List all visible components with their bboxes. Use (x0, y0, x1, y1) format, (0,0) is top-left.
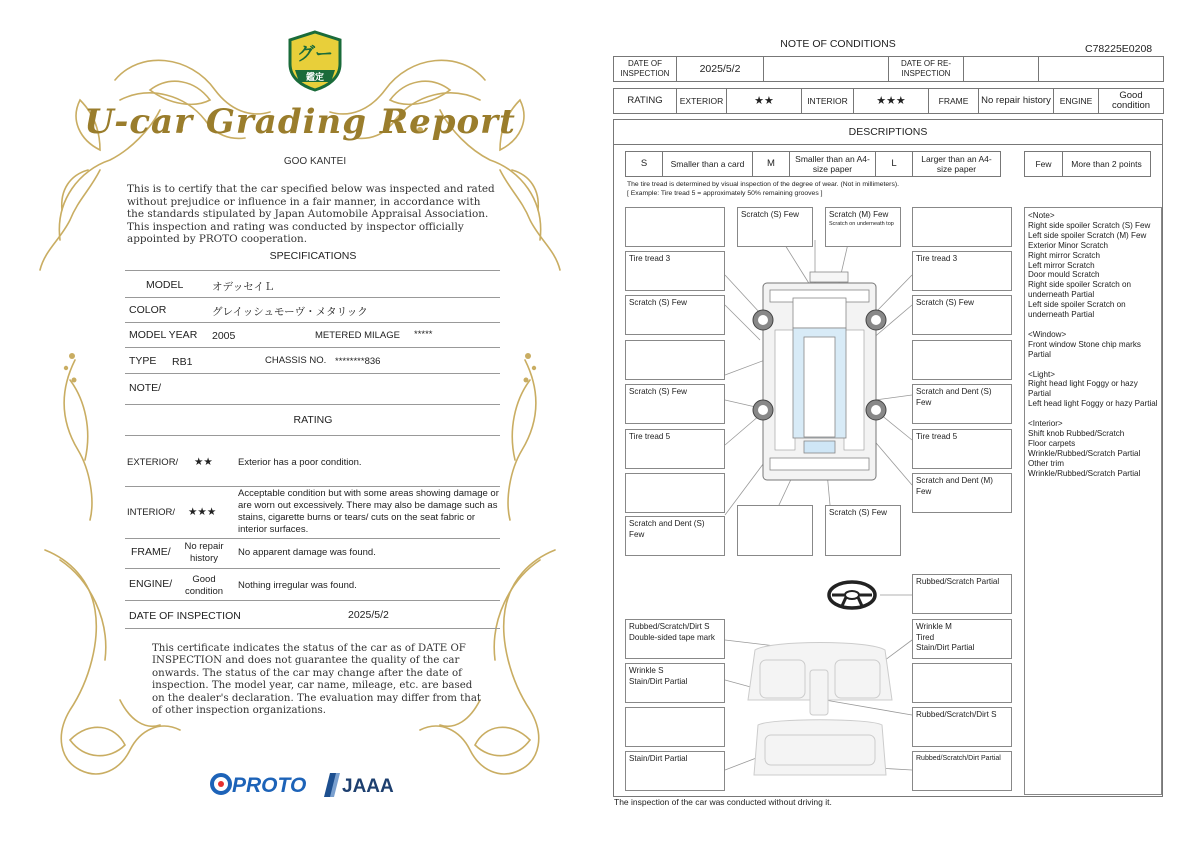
goo-kantei-badge-logo (286, 30, 344, 92)
inspection-disclaimer: The inspection of the car was conducted without driving it. (614, 797, 832, 807)
certificate-title: U-car Grading Report (84, 102, 516, 142)
interior-box-rear-right: Rubbed/Scratch/Dirt Partial (912, 751, 1012, 791)
tire-note-example: [ Example: Tire tread 5 = approximately 50% remaining grooves ] (627, 190, 823, 197)
damage-box-front-left: Scratch (S) Few (737, 207, 813, 247)
engine-description: Nothing irregular was found. (238, 580, 357, 591)
divider (125, 628, 500, 629)
divider (125, 538, 500, 539)
note-panel-line: Shift knob Rubbed/Scratch (1028, 428, 1125, 438)
divider (125, 373, 500, 374)
interior-description: Acceptable condition but with some areas showing damage or are worn out excessively. There may also be damage such as stains, cigarette burns or tears/ cuts on the seat fabric or interior surfaces. (238, 488, 499, 535)
date-inspection-value: 2025/5/2 (677, 57, 764, 82)
rating-label: RATING (614, 89, 677, 114)
jaaa-logo (324, 773, 394, 797)
chassis-value: ********836 (335, 356, 381, 367)
damage-box (625, 207, 725, 247)
tire-box-rear-right: Tire tread 5 (912, 429, 1012, 469)
logos-row (208, 769, 408, 799)
damage-box (912, 340, 1012, 380)
note-panel-line: Left side spoiler Scratch on underneath Partial (1028, 300, 1126, 320)
note-label: NOTE/ (129, 382, 162, 394)
damage-box-right-middle: Scratch and Dent (S) Few (912, 384, 1012, 424)
inspection-dates-table (613, 56, 1164, 82)
frame-value: No repair history (979, 89, 1054, 114)
model-label: MODEL (146, 279, 184, 291)
note-panel-line: Left mirror Scratch (1028, 260, 1095, 270)
interior-label: INTERIOR/ (127, 507, 176, 518)
date-inspection-label: DATE OF INSPECTION (614, 57, 677, 82)
divider (125, 322, 500, 323)
few-legend-table (1024, 151, 1151, 177)
damage-box-rear: Scratch (S) Few (825, 505, 901, 556)
interior-box (625, 707, 725, 747)
divider (125, 347, 500, 348)
damage-box-text: Scratch (M) Few (829, 210, 889, 219)
note-panel-line: Floor carpets (1028, 438, 1076, 448)
tire-tread-note (627, 180, 899, 198)
note-panel-line: <Light> (1028, 369, 1056, 379)
legend-m: M (753, 152, 790, 177)
tire-box-front-left: Tire tread 3 (625, 251, 725, 291)
note-panel-line: Right side spoiler Scratch on underneath Partial (1028, 280, 1132, 300)
note-panel-line: Left side spoiler Scratch (M) Few (1028, 230, 1147, 240)
damage-box-front-right (825, 207, 901, 247)
interior-box-console: Rubbed/Scratch/Dirt S (912, 707, 1012, 747)
type-label: TYPE (129, 355, 157, 367)
interior-box-rear-left: Stain/Dirt Partial (625, 751, 725, 791)
svg-text:グー: グー (297, 44, 333, 65)
damage-box (737, 505, 813, 556)
frame-label: FRAME/ (131, 546, 171, 558)
certificate-footer: This certificate indicates the status of the car as of DATE OF INSPECTION and does not guarantee the quality of the car onwards. The status of the car may change after the date of inspection. The model year, car name, mileage, etc. are based on the dealer's declaration. The evaluation may differ from that of other inspection organizations. (152, 643, 481, 717)
note-panel-line: Front window Stone chip marks Partial (1028, 339, 1141, 359)
frame-value: No repair history (184, 541, 224, 564)
note-panel-line: Exterior Minor Scratch (1028, 240, 1109, 250)
legend-l: L (876, 152, 913, 177)
damage-box-left-rear: Scratch and Dent (S) Few (625, 516, 725, 556)
date-reinspection-label: DATE OF RE-INSPECTION (889, 57, 964, 82)
legend-s: S (626, 152, 663, 177)
note-panel-line (1028, 320, 1158, 330)
blank-cell (1039, 57, 1164, 82)
model-value: オデッセイＬ (212, 281, 275, 293)
damage-box (912, 207, 1012, 247)
metered-milage-label: METERED MILAGE (315, 330, 400, 341)
damage-box-subtext: Scratch on underneath top (829, 220, 894, 227)
note-panel-line: <Note> (1028, 211, 1055, 220)
engine-value: Good condition (1099, 89, 1164, 114)
interior-box-line: Wrinkle M (916, 622, 952, 631)
model-year-value: 2005 (212, 330, 236, 342)
note-panel-line: Right mirror Scratch (1028, 250, 1100, 260)
damage-box-left-front: Scratch (S) Few (625, 295, 725, 335)
engine-value: Good condition (184, 574, 224, 597)
note-panel-line (1028, 409, 1158, 419)
proto-logo (212, 774, 306, 797)
date-of-inspection-value: 2025/5/2 (348, 609, 389, 621)
note-panel-line: Wrinkle/Rubbed/Scratch Partial (1028, 448, 1141, 458)
interior-label: INTERIOR (802, 89, 854, 114)
damage-box-left-middle: Scratch (S) Few (625, 384, 725, 424)
engine-label: ENGINE (1054, 89, 1099, 114)
svg-text:鑑定: 鑑定 (305, 73, 325, 83)
note-panel-line: Door mould Scratch (1028, 270, 1100, 280)
note-panel-line: Other trim (1028, 458, 1064, 468)
exterior-stars: ★★ (194, 456, 213, 468)
damage-box (625, 473, 725, 513)
damage-box-right-front: Scratch (S) Few (912, 295, 1012, 335)
frame-label: FRAME (929, 89, 979, 114)
note-panel-line: Right side spoiler Scratch (S) Few (1028, 220, 1151, 230)
blank-cell (764, 57, 889, 82)
note-panel-line (1028, 360, 1158, 370)
note-panel-line: Left head light Foggy or hazy Partial (1028, 399, 1158, 409)
notes-panel (1024, 207, 1162, 795)
legend-few: Few (1025, 152, 1063, 177)
rating-table (613, 88, 1164, 114)
exterior-value: ★★ (727, 89, 802, 114)
color-value: グレイッシュモーヴ・メタリック (212, 306, 368, 318)
metered-milage-value: ***** (414, 329, 433, 340)
size-legend-table (625, 151, 1001, 177)
divider (125, 600, 500, 601)
note-panel-line: Wrinkle/Rubbed/Scratch Partial (1028, 468, 1141, 478)
interior-box-line: Wrinkle S (629, 666, 664, 675)
exterior-label: EXTERIOR (677, 89, 727, 114)
note-of-conditions (600, 0, 1200, 848)
chassis-label: CHASSIS NO. (265, 355, 327, 366)
type-value: RB1 (172, 356, 193, 368)
legend-l-desc: Larger than an A4-size paper (913, 152, 1001, 177)
divider (125, 486, 500, 487)
interior-stars: ★★★ (188, 506, 217, 518)
rating-heading: RATING (293, 414, 333, 426)
report-code: C78225E0208 (1085, 43, 1153, 55)
divider (125, 435, 500, 436)
legend-s-desc: Smaller than a card (663, 152, 753, 177)
interior-box-line: Stain/Dirt Partial (916, 643, 975, 652)
descriptions-heading: DESCRIPTIONS (613, 119, 1163, 145)
svg-text:JAAA: JAAA (342, 776, 394, 797)
damage-box-right-rear: Scratch and Dent (M) Few (912, 473, 1012, 513)
date-of-inspection-label: DATE OF INSPECTION (129, 610, 241, 622)
divider (125, 270, 500, 271)
note-panel-line: Right head light Foggy or hazy Partial (1028, 379, 1138, 399)
damage-box (625, 340, 725, 380)
note-panel-line: <Window> (1028, 329, 1067, 339)
note-panel-line: <Interior> (1028, 419, 1063, 429)
engine-label: ENGINE/ (129, 578, 173, 590)
exterior-description: Exterior has a poor condition. (238, 457, 362, 468)
divider (125, 404, 500, 405)
interior-value: ★★★ (854, 89, 929, 114)
divider (125, 568, 500, 569)
legend-m-desc: Smaller than an A4-size paper (790, 152, 876, 177)
note-title: NOTE OF CONDITIONS (780, 38, 896, 50)
interior-box-line: Tired (916, 632, 935, 642)
interior-box-front-seat-left (625, 663, 725, 703)
interior-box-line: Double-sided tape mark (629, 632, 715, 642)
tire-note-line: The tire tread is determined by visual inspection of the degree of wear. (Not in millimeters). (627, 181, 899, 188)
steering-box: Rubbed/Scratch Partial (912, 574, 1012, 614)
tire-box-rear-left: Tire tread 5 (625, 429, 725, 469)
interior-box-dashboard (625, 619, 725, 659)
model-year-label: MODEL YEAR (129, 329, 198, 341)
exterior-label: EXTERIOR/ (127, 457, 179, 468)
certificate-intro: This is to certify that the car specified below was inspected and rated without prejudice or influence in a fair manner, in accordance with the standards stipulated by Japan Automobile Appraisal Association. This inspection and rating was conducted by inspector officially appointed by PROTO cooperation. (127, 183, 495, 246)
interior-box-front-seat-right (912, 619, 1012, 659)
interior-box (912, 663, 1012, 703)
divider (125, 297, 500, 298)
interior-box-line: Stain/Dirt Partial (629, 676, 688, 686)
interior-box-line: Rubbed/Scratch/Dirt S (629, 622, 710, 631)
legend-few-desc: More than 2 points (1063, 152, 1151, 177)
blank-cell (964, 57, 1039, 82)
svg-text:PROTO: PROTO (232, 774, 307, 797)
frame-description: No apparent damage was found. (238, 547, 376, 558)
tire-box-front-right: Tire tread 3 (912, 251, 1012, 291)
color-label: COLOR (129, 304, 167, 316)
specifications-heading: SPECIFICATIONS (269, 250, 357, 262)
certificate-subtitle: GOO KANTEI (283, 156, 347, 167)
